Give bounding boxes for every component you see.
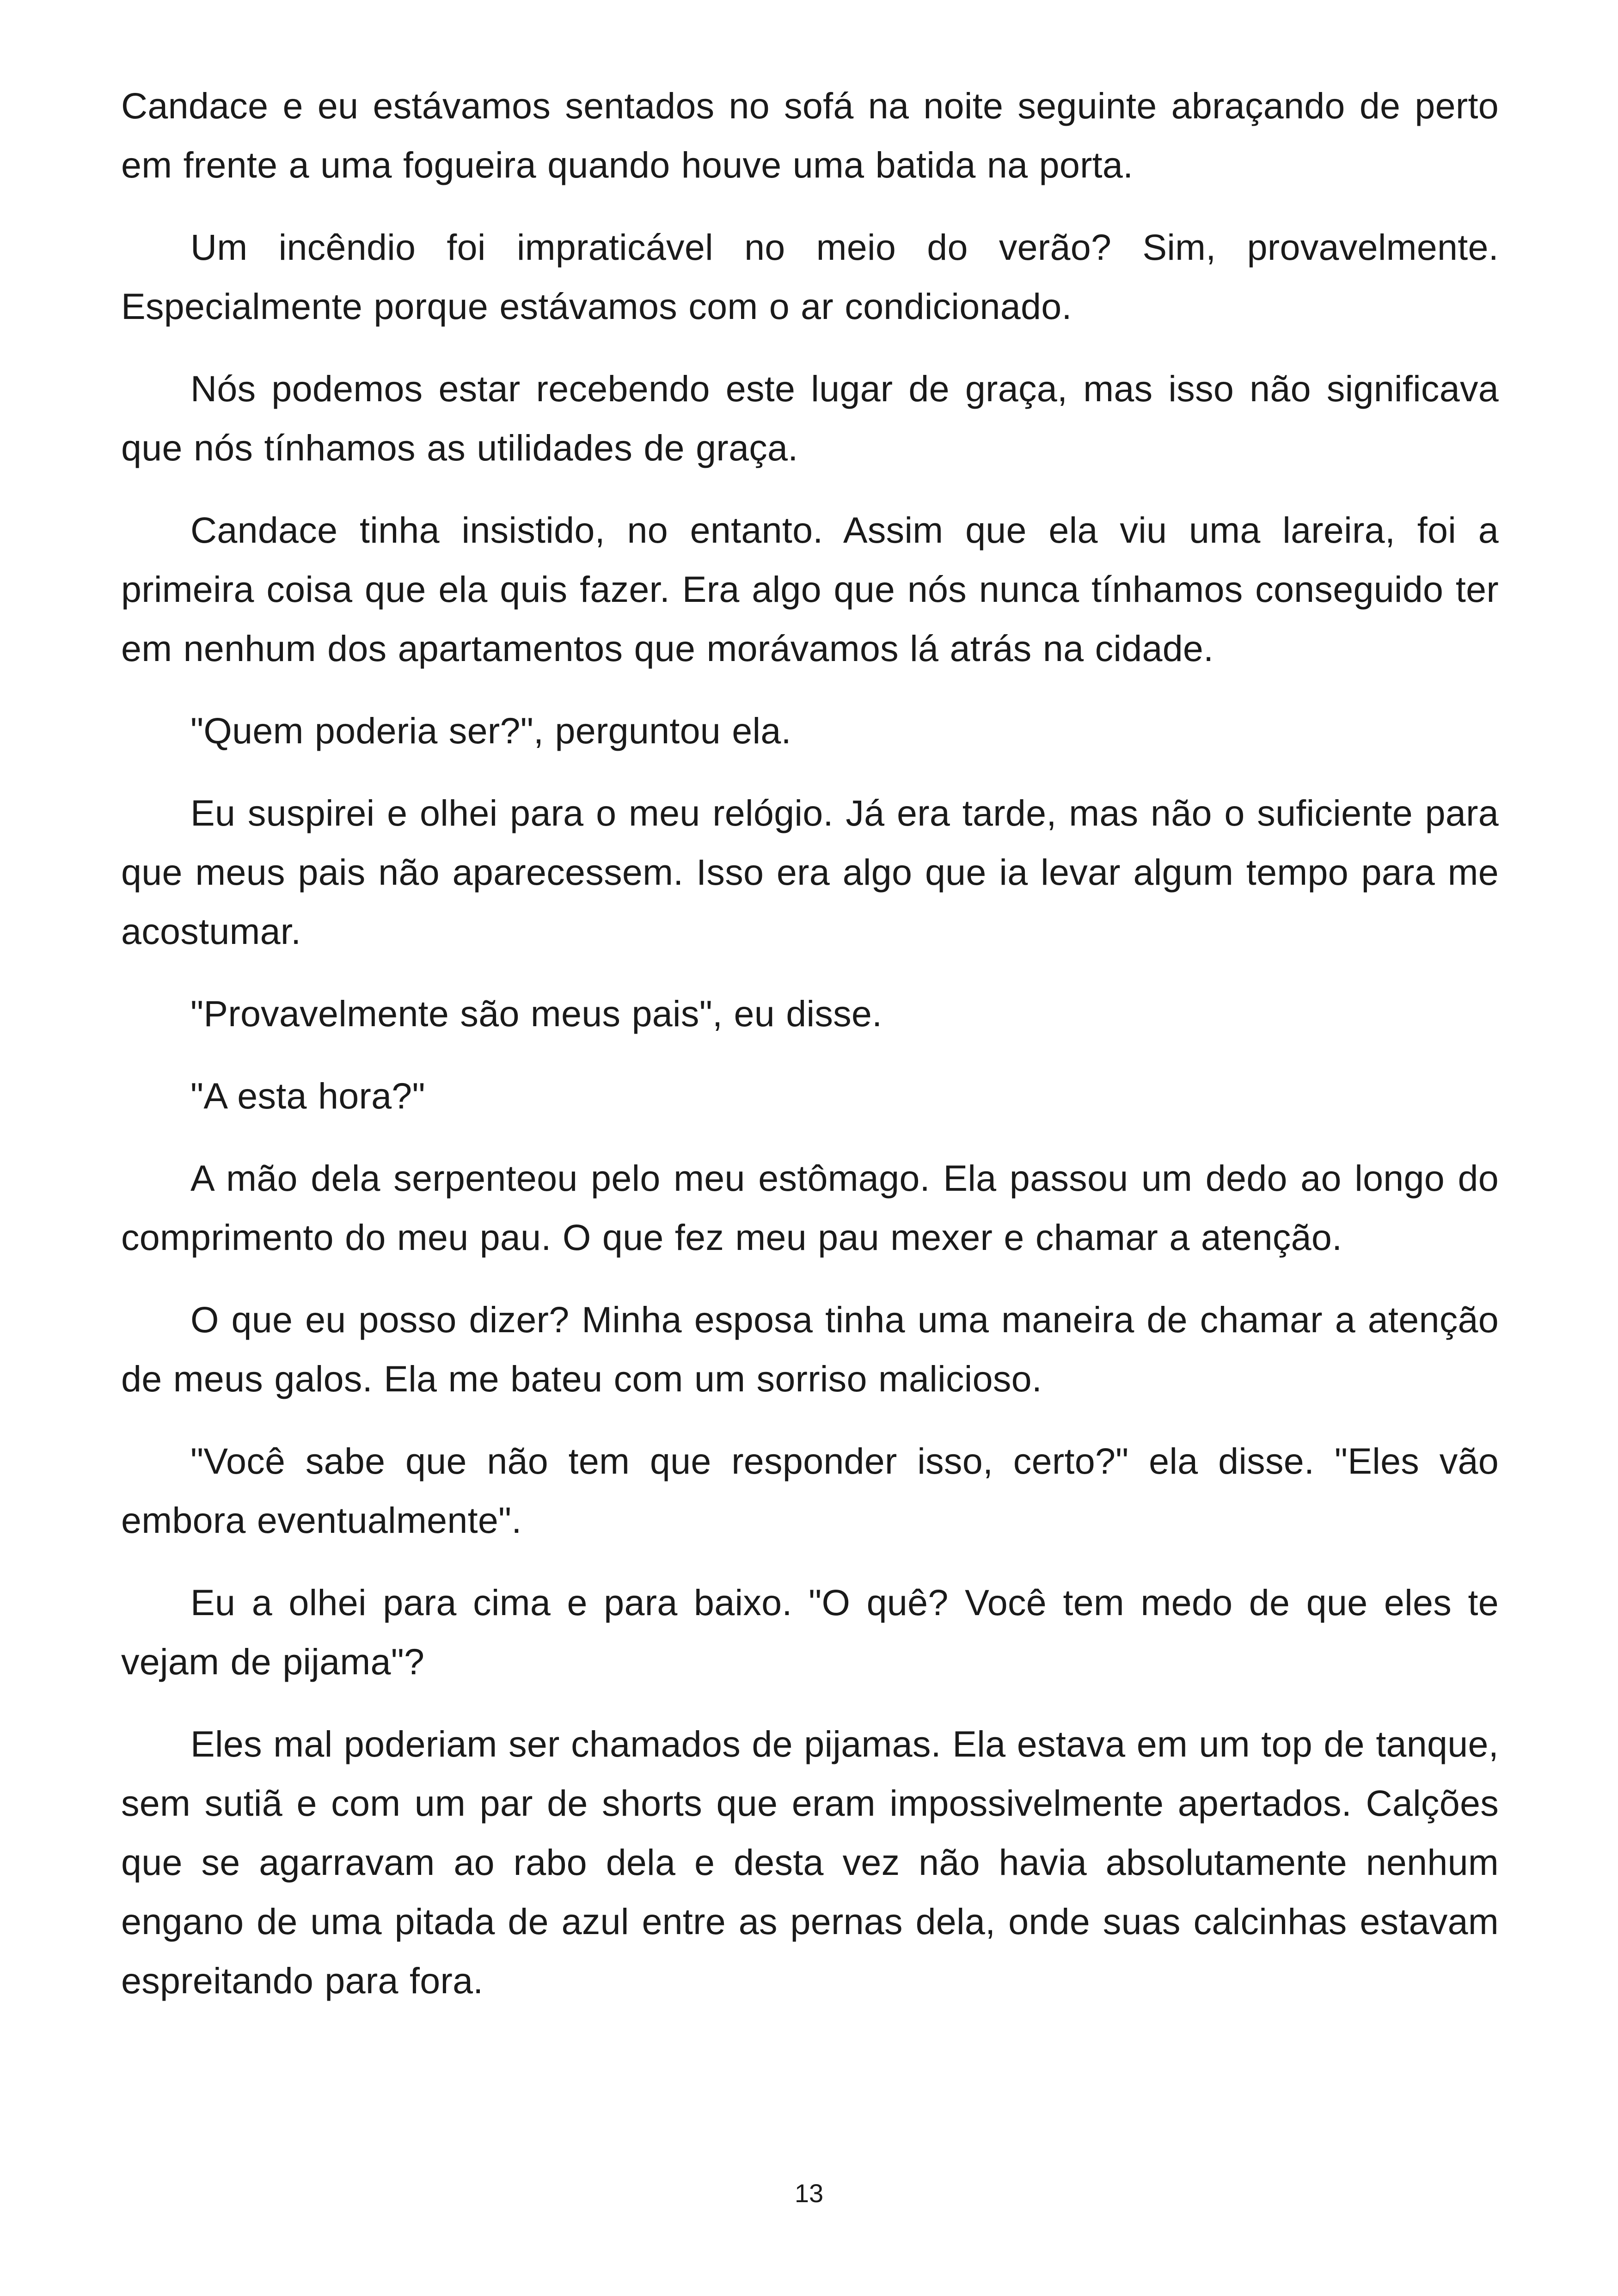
paragraph: Eu a olhei para cima e para baixo. "O quê? Você tem medo de que eles te vejam de pijama"? — [121, 1582, 1499, 1682]
body-text — [121, 76, 1499, 2033]
paragraph: "Provavelmente são meus pais", eu disse. — [190, 993, 883, 1034]
paragraph: Candace e eu estávamos sentados no sofá na noite seguinte abraçando de perto em frente a uma fogueira quando houve uma batida na porta. — [121, 85, 1499, 185]
paragraph: A mão dela serpenteou pelo meu estômago. Ela passou um dedo ao longo do comprimento do meu pau. O que fez meu pau mexer e chamar a atenção. — [121, 1157, 1499, 1258]
paragraph: Eu suspirei e olhei para o meu relógio. Já era tarde, mas não o suficiente para que meus pais não aparecessem. Isso era algo que ia levar algum tempo para me acostumar. — [121, 792, 1499, 952]
paragraph: Nós podemos estar recebendo este lugar de graça, mas isso não significava que nós tínhamos as utilidades de graça. — [121, 368, 1499, 468]
paragraph: Candace tinha insistido, no entanto. Assim que ela viu uma lareira, foi a primeira coisa que ela quis fazer. Era algo que nós nunca tínhamos conseguido ter em nenhum dos apartamentos que morávamos lá atrás na cidade. — [121, 509, 1499, 669]
paragraph: Um incêndio foi impraticável no meio do verão? Sim, provavelmente. Especialmente porque estávamos com o ar condicionado. — [121, 227, 1499, 327]
paragraph: "Quem poderia ser?", perguntou ela. — [190, 710, 791, 751]
paragraph: Eles mal poderiam ser chamados de pijamas. Ela estava em um top de tanque, sem sutiã e com um par de shorts que eram impossivelmente apertados. Calções que se agarravam ao rabo dela e desta vez não havia absolutamente nenhum engano de uma pitada de azul entre as pernas dela, onde suas calcinhas estavam espreitando para fora. — [121, 1723, 1499, 2001]
paragraph: O que eu posso dizer? Minha esposa tinha uma maneira de chamar a atenção de meus galos. Ela me bateu com um sorriso malicioso. — [121, 1299, 1499, 1399]
paragraph: "A esta hora?" — [190, 1075, 425, 1116]
page-number: 13 — [794, 2179, 824, 2208]
paragraph: "Você sabe que não tem que responder isso, certo?" ela disse. "Eles vão embora eventualmente". — [121, 1440, 1499, 1541]
